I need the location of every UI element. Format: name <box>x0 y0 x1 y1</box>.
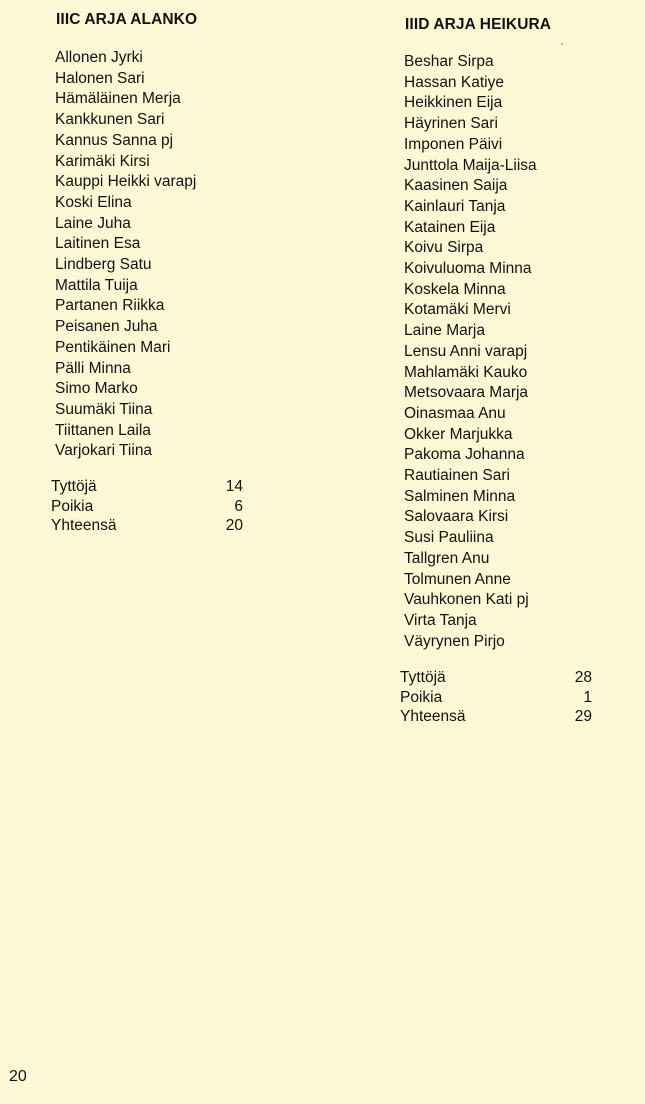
student-name: Beshar Sirpa <box>404 53 494 70</box>
student-name: Tolmunen Anne <box>404 570 511 588</box>
student-list <box>404 52 537 652</box>
student-name: Mattila Tuija <box>55 276 138 294</box>
student-name: Pakoma Johanna <box>404 446 525 464</box>
total-row-sum <box>400 707 592 727</box>
student-name: Allonen Jyrki <box>55 49 143 66</box>
student-name: Oinasmaa Anu <box>404 404 506 422</box>
total-label: Tyttöjä <box>51 478 97 495</box>
student-name: Salovaara Kirsi <box>404 508 509 526</box>
student-name: Hämäläinen Merja <box>55 90 181 108</box>
total-value: 6 <box>234 497 243 515</box>
total-row-boys <box>400 688 592 708</box>
student-name: Laine Marja <box>404 322 485 340</box>
student-name: Karimäki Kirsi <box>55 152 150 170</box>
student-list <box>55 48 196 462</box>
student-name: Simo Marko <box>55 380 138 398</box>
student-name: Kainlauri Tanja <box>404 197 506 215</box>
total-label: Yhteensä <box>400 708 466 725</box>
total-label: Poikia <box>51 497 94 515</box>
student-name: Kannus Sanna pj <box>55 131 174 149</box>
student-name: Pälli Minna <box>55 359 131 377</box>
student-name: Koskela Minna <box>404 280 506 298</box>
total-row-sum <box>51 516 243 536</box>
class-heading: IIID ARJA HEIKURA <box>405 16 552 33</box>
total-value: 29 <box>574 708 592 725</box>
class-totals <box>51 477 243 536</box>
class-heading: IIIC ARJA ALANKO <box>56 11 198 28</box>
student-name: Laine Juha <box>55 214 131 232</box>
student-name: Laitinen Esa <box>55 235 141 253</box>
student-name: Tiittanen Laila <box>55 421 151 439</box>
student-name: Häyrinen Sari <box>404 115 498 133</box>
student-name: Salminen Minna <box>404 487 516 505</box>
student-name: Heikkinen Eija <box>404 94 503 112</box>
student-name: Imponen Päivi <box>404 135 503 153</box>
student-name: Halonen Sari <box>55 69 145 87</box>
student-name: Mahlamäki Kauko <box>404 363 528 381</box>
page-number: 20 <box>9 1068 27 1085</box>
student-name: Peisanen Juha <box>55 318 158 336</box>
student-name: Partanen Riikka <box>55 297 165 315</box>
student-name: Virta Tanja <box>404 611 477 629</box>
total-value: 20 <box>225 517 243 534</box>
total-row-girls <box>51 477 243 497</box>
student-name: Tallgren Anu <box>404 549 490 567</box>
student-name: Vauhkonen Kati pj <box>404 591 529 609</box>
student-name: Okker Marjukka <box>404 425 513 443</box>
student-name: Hassan Katiye <box>404 73 504 91</box>
student-name: Koski Elina <box>55 193 132 211</box>
total-value: 1 <box>583 688 592 706</box>
student-name: Rautiainen Sari <box>404 467 510 485</box>
print-speck <box>561 43 563 45</box>
student-name: Kotamäki Mervi <box>404 301 511 319</box>
student-name: Susi Pauliina <box>404 529 494 547</box>
student-name: Kaasinen Saija <box>404 177 508 195</box>
student-name: Varjokari Tiina <box>55 442 153 460</box>
student-name: Väyrynen Pirjo <box>404 632 505 650</box>
student-name: Kankkunen Sari <box>55 111 165 129</box>
student-name: Suumäki Tiina <box>55 400 153 418</box>
total-row-girls <box>400 668 592 688</box>
student-name: Junttola Maija-Liisa <box>404 156 537 174</box>
class-totals <box>400 668 592 727</box>
total-value: 28 <box>574 669 592 686</box>
student-name: Metsovaara Marja <box>404 384 529 402</box>
student-name: Katainen Eija <box>404 218 496 236</box>
student-name: Koivu Sirpa <box>404 239 484 257</box>
student-name: Lensu Anni varapj <box>404 342 528 360</box>
total-row-boys <box>51 497 243 517</box>
student-name: Kauppi Heikki varapj <box>55 173 197 191</box>
student-name: Koivuluoma Minna <box>404 260 532 278</box>
total-value: 14 <box>225 478 243 495</box>
student-name: Pentikäinen Mari <box>55 338 171 356</box>
total-label: Yhteensä <box>51 517 117 534</box>
total-label: Poikia <box>400 688 443 706</box>
total-label: Tyttöjä <box>400 669 446 686</box>
student-name: Lindberg Satu <box>55 256 152 274</box>
